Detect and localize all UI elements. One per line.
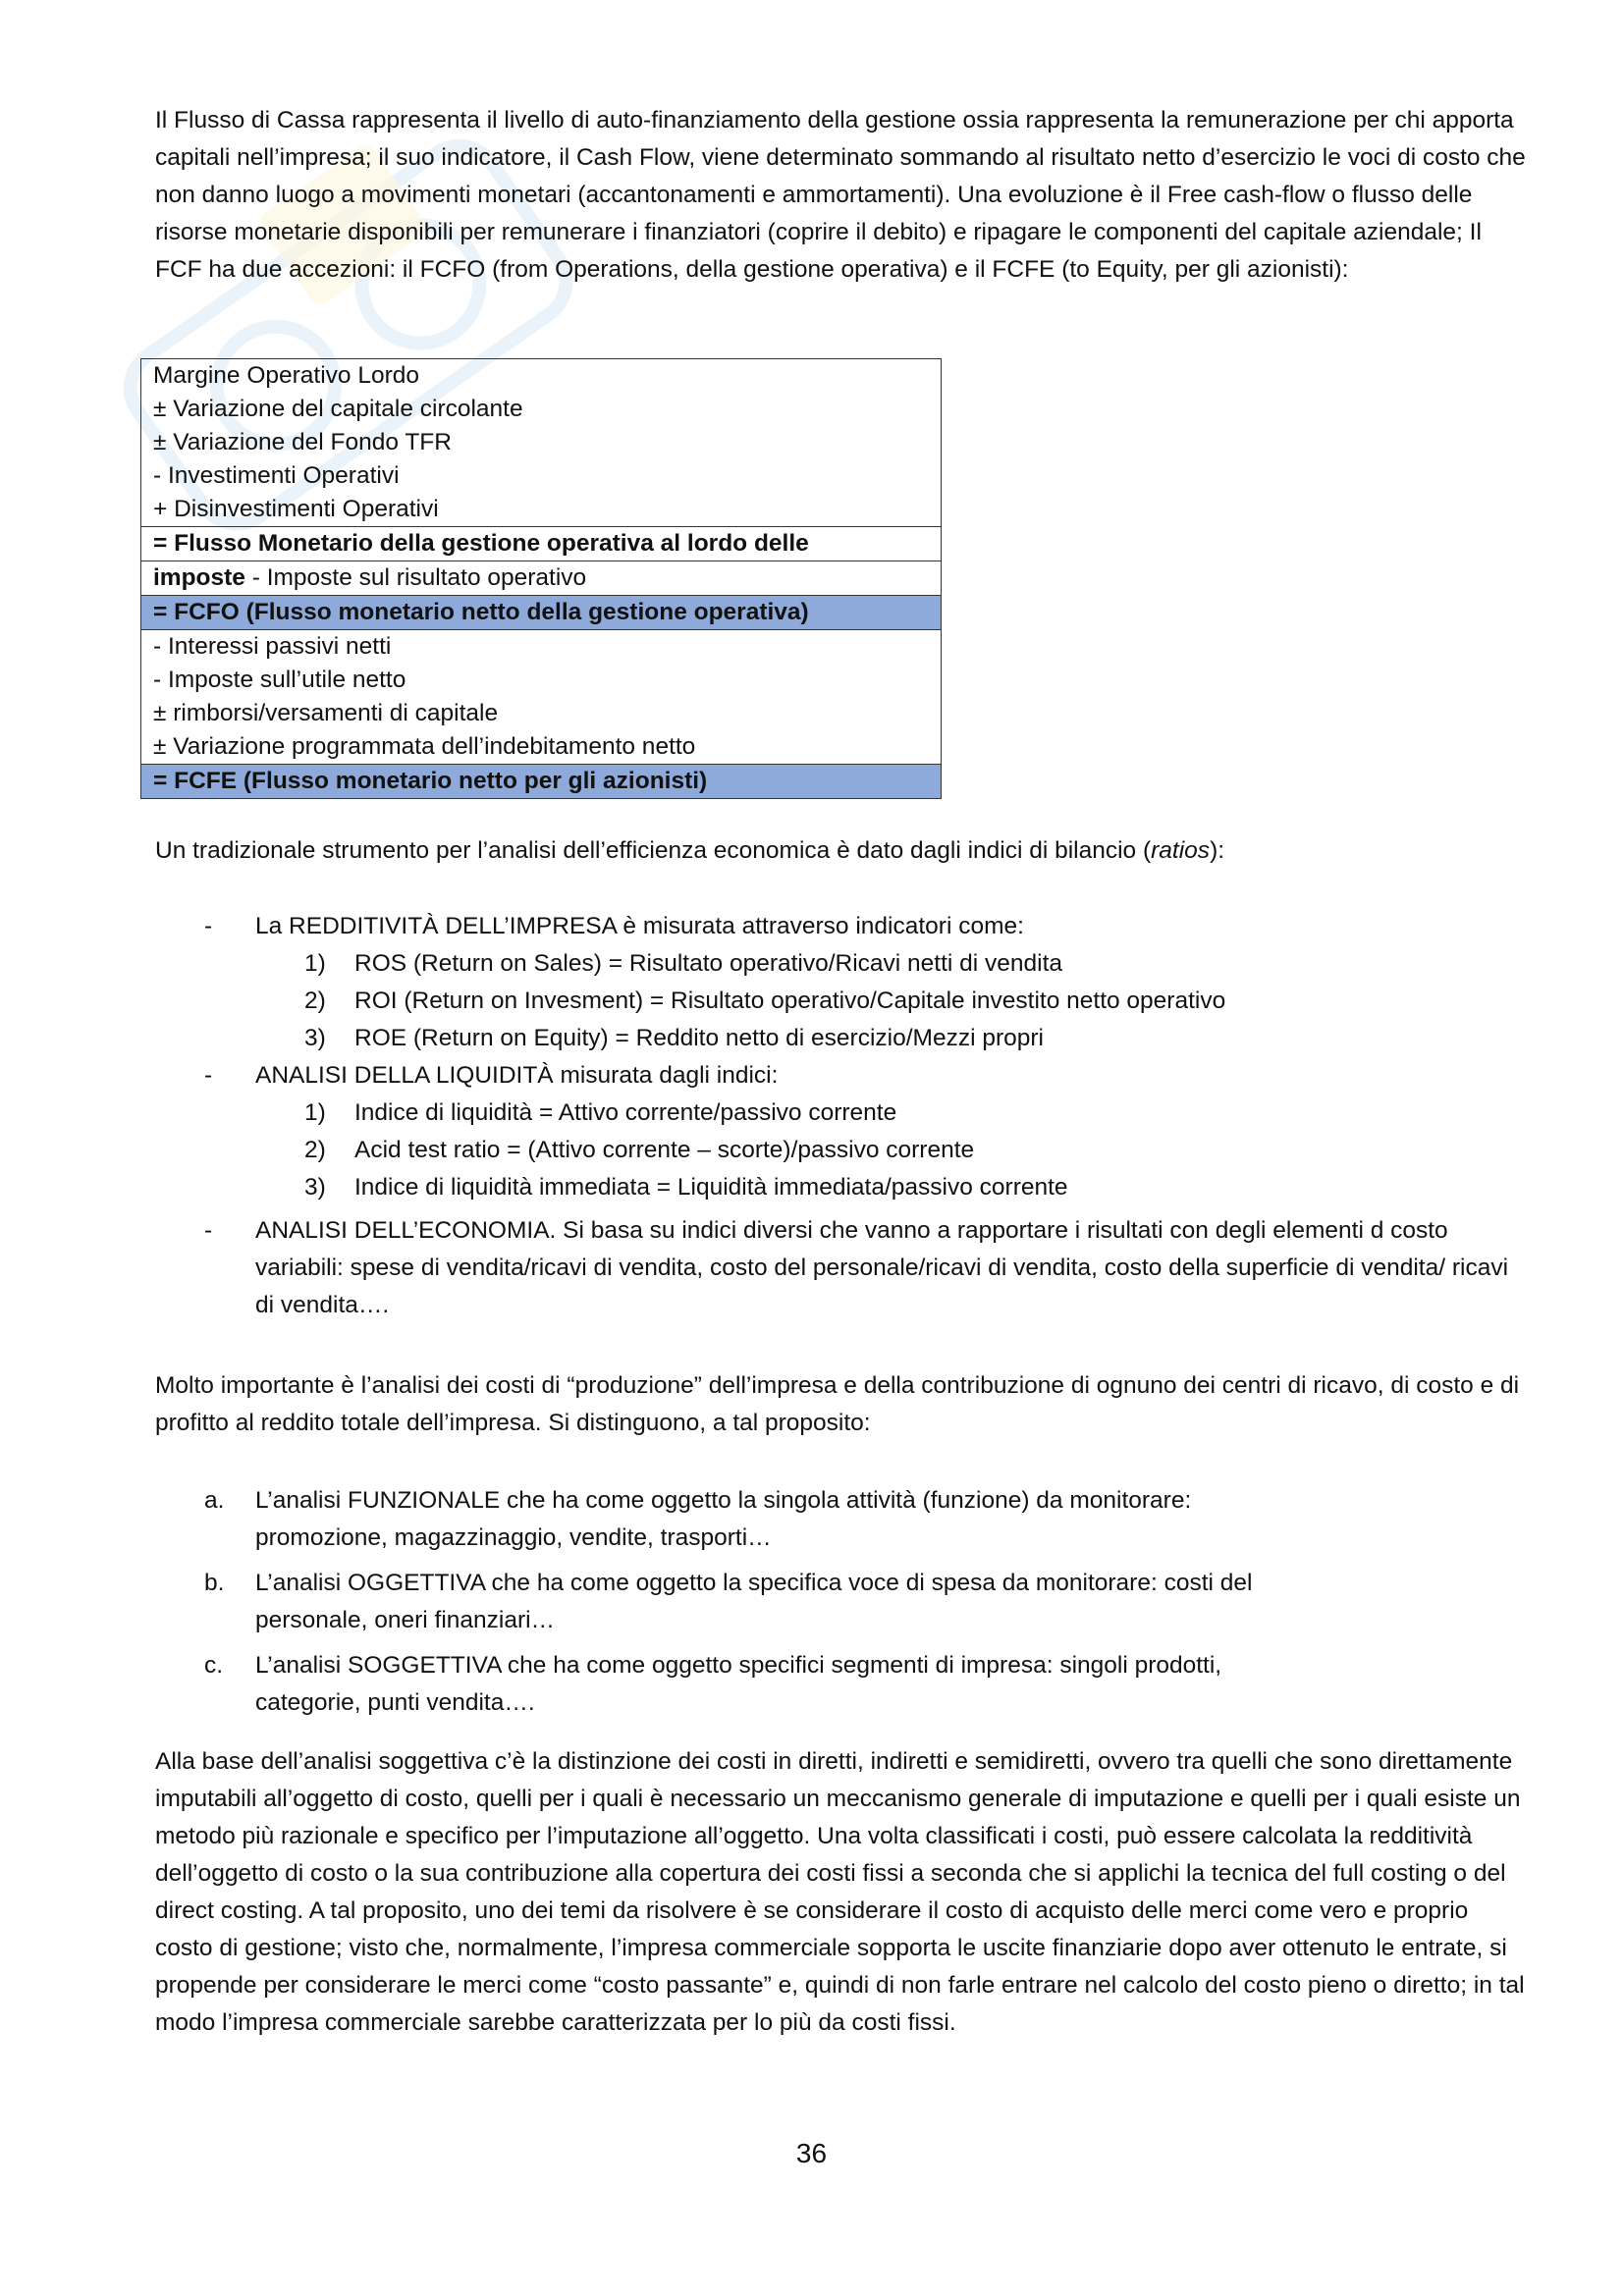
sub-text: ROI (Return on Invesment) = Risultato operativo/Capitale investito netto operativo (354, 988, 1226, 1014)
sub-num: 2) (304, 1137, 326, 1163)
fcf-block-2 (141, 629, 941, 764)
list-item (155, 1057, 1530, 1095)
final-paragraph: Alla base dell’analisi soggettiva c’è la distinzione dei costi in diretti, indiretti e semidiretti, ovvero tra quelli che sono direttamente imputabili all’oggetto di costo, quelli per i quali è necessario un meccanismo generale di imputazione e quelli per i quali esiste un metodo più razionale e specifico per l’imputazione all’oggetto. Una volta classificati i costi, può essere calcolata la redditività dell’oggetto di costo o la sua contribuzione alla copertura dei costi fissi a seconda che si applichi la tecnica del full costing o del direct costing. A tal proposito, uno dei temi da risolvere è se considerare il costo di acquisto delle merci come vero e proprio costo di gestione; visto che, normalmente, l’impresa commerciale sopporta le uscite finanziarie dopo aver ottenuto le entrate, si propende per considerare le merci come “costo passante” e, quindi di non farle entrare nel calcolo del costo pieno o diretto; in tal modo l’impresa commerciale sarebbe caratterizzata per lo più da costi fissi. (155, 1748, 1525, 2036)
sub-num: 2) (304, 988, 326, 1014)
fcf-block-1 (141, 359, 941, 526)
fcf-line: Margine Operativo Lordo (153, 362, 420, 389)
list-item-text: L’analisi SOGGETTIVA che ha come oggetto specifici segmenti di impresa: singoli prodotti, categorie, punti vendita…. (255, 1652, 1222, 1716)
list-item-text: L’analisi FUNZIONALE che ha come oggetto la singola attività (funzione) da monitorare: promozione, magazzinaggio, vendite, trasporti… (255, 1487, 1192, 1551)
sub-item (155, 1169, 1530, 1206)
sub-item (155, 1020, 1530, 1057)
intro-paragraph: Il Flusso di Cassa rappresenta il livello di auto-finanziamento della gestione ossia rappresenta la remunerazione per chi apporta capitali nell’impresa; il suo indicatore, il Cash Flow, viene determinato sommando al risultato netto d’esercizio le voci di costo che non danno luogo a movimenti monetari (accantonamenti e ammortamenti). Una evoluzione è il Free cash-flow o flusso delle risorse monetarie disponibili per remunerare i finanziatori (coprire il debito) e ripagare le componenti del capitale aziendale; Il FCF ha due accezioni: il FCFO (from Operations, della gestione operativa) e il FCFE (to Equity, per gli azionisti): (155, 107, 1526, 283)
page-number: 36 (795, 2138, 828, 2168)
sub-text: Indice di liquidità immediata = Liquidità immediata/passivo corrente (354, 1174, 1068, 1201)
costs-paragraph: Molto importante è l’analisi dei costi di “produzione” dell’impresa e della contribuzione di ognuno dei centri di ricavo, di costo e di profitto al reddito totale dell’impresa. Si distinguono, a tal proposito: (155, 1372, 1520, 1436)
list-item (155, 1647, 1530, 1722)
bullet-dash: - (204, 1217, 213, 1244)
list-item (155, 1482, 1530, 1557)
analysis-list (155, 1482, 1530, 1724)
fcf-row-fcfe: = FCFE (Flusso monetario netto per gli azionisti) (141, 764, 941, 798)
list-letter: a. (204, 1487, 225, 1514)
fcf-imposte-bold: imposte (153, 564, 245, 591)
fcf-line: + Disinvestimenti Operativi (153, 496, 439, 522)
list-item-text: La REDDITIVITÀ DELL’IMPRESA è misurata attraverso indicatori come: (255, 913, 1024, 939)
sub-item (155, 1132, 1530, 1169)
sub-text: ROS (Return on Sales) = Risultato operativo/Ricavi netti di vendita (354, 950, 1063, 977)
sub-item (155, 983, 1530, 1020)
fcf-row-fcfo: = FCFO (Flusso monetario netto della gestione operativa) (141, 595, 941, 629)
fcf-line: ± Variazione programmata dell’indebitamento netto (153, 733, 696, 760)
sub-num: 1) (304, 1099, 326, 1126)
sub-text: ROE (Return on Equity) = Reddito netto di esercizio/Mezzi propri (354, 1025, 1044, 1051)
list-item (155, 908, 1530, 945)
fcf-line: ± Variazione del Fondo TFR (153, 429, 452, 455)
fcf-line: - Investimenti Operativi (153, 462, 400, 489)
list-item-text: ANALISI DELLA LIQUIDITÀ misurata dagli indici: (255, 1062, 779, 1089)
fcf-row-flusso: = Flusso Monetario della gestione operativa al lordo delle (141, 526, 941, 561)
list-item-text: L’analisi OGGETTIVA che ha come oggetto la specifica voce di spesa da monitorare: costi del personale, oneri finanziari… (255, 1570, 1253, 1633)
bullet-dash: - (204, 1062, 213, 1089)
ratios-intro-italic: ratios (1151, 837, 1211, 864)
sub-num: 3) (304, 1174, 326, 1201)
list-item-text: ANALISI DELL’ECONOMIA. Si basa su indici diversi che vanno a rapportare i risultati con degli elementi d costo variabili: spese di vendita/ricavi di vendita, costo del personale/ricavi di vendita, costo della superficie di vendita/ ricavi di vendita…. (255, 1217, 1509, 1318)
fcf-line: ± rimborsi/versamenti di capitale (153, 700, 499, 726)
sub-item (155, 945, 1530, 983)
sub-text: Acid test ratio = (Attivo corrente – scorte)/passivo corrente (354, 1137, 975, 1163)
bullet-dash: - (204, 913, 213, 939)
ratios-intro-b: ): (1210, 837, 1225, 864)
fcf-table (140, 358, 942, 799)
fcf-imposte-rest: - Imposte sul risultato operativo (244, 564, 587, 591)
fcf-line: - Interessi passivi netti (153, 633, 392, 660)
list-letter: c. (204, 1652, 224, 1679)
fcf-row-imposte (141, 561, 941, 595)
list-item (155, 1565, 1530, 1639)
sub-item (155, 1095, 1530, 1132)
sub-num: 3) (304, 1025, 326, 1051)
sub-num: 1) (304, 950, 326, 977)
ratios-intro-a: Un tradizionale strumento per l’analisi dell’efficienza economica è dato dagli indici di bilancio ( (155, 837, 1152, 864)
ratios-list (155, 908, 1530, 1324)
fcf-line: - Imposte sull’utile netto (153, 667, 406, 693)
list-item (155, 1212, 1530, 1324)
sub-text: Indice di liquidità = Attivo corrente/passivo corrente (354, 1099, 897, 1126)
fcf-line: ± Variazione del capitale circolante (153, 396, 523, 422)
ratios-intro (155, 832, 1530, 870)
list-letter: b. (204, 1570, 225, 1596)
